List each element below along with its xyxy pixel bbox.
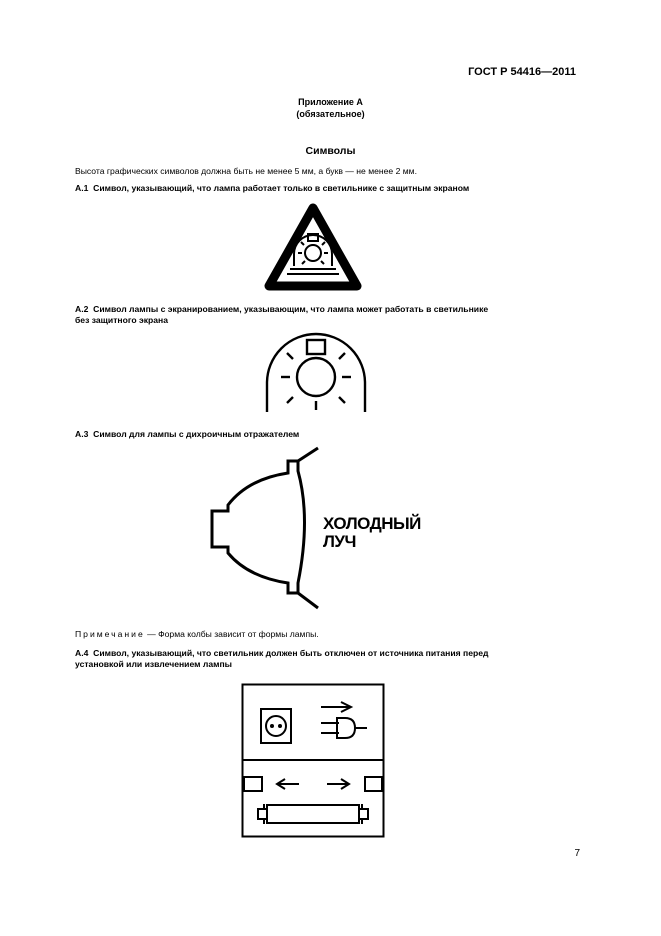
item-a3-text: Символ для лампы с дихроичным отражателем xyxy=(93,429,300,439)
item-a2-number: А.2 xyxy=(75,304,89,314)
symbol-self-shielded-lamp-icon xyxy=(261,331,371,413)
symbol-dichroic-reflector-icon xyxy=(208,443,338,623)
cold-beam-label-line1: ХОЛОДНЫЙ xyxy=(323,514,421,533)
note-text: — Форма колбы зависит от формы лампы. xyxy=(144,629,319,639)
intro-paragraph: Высота графических символов должна быть не менее 5 мм, а букв — не менее 2 мм. xyxy=(75,166,417,176)
note-prefix: Примечание xyxy=(75,629,145,639)
item-a1 xyxy=(75,183,580,194)
item-a4-line1: Символ, указывающий, что светильник должен быть отключен от источника питания перед xyxy=(93,648,489,658)
item-a2-line1: Символ лампы с экранированием, указывающим, что лампа может работать в светильнике xyxy=(93,304,489,314)
item-a4-number: А.4 xyxy=(75,648,89,658)
cold-beam-label-line2: ЛУЧ xyxy=(323,532,356,551)
item-a3 xyxy=(75,429,580,440)
annex-status: (обязательное) xyxy=(296,109,365,119)
annex-title: Приложение А xyxy=(298,97,363,107)
item-a1-text: Символ, указывающий, что лампа работает только в светильнике с защитным экраном xyxy=(93,183,470,193)
item-a4 xyxy=(75,648,580,670)
item-a2 xyxy=(75,304,580,326)
item-a1-number: А.1 xyxy=(75,183,89,193)
cold-beam-label xyxy=(323,515,421,551)
item-a3-number: А.3 xyxy=(75,429,89,439)
page-number: 7 xyxy=(574,848,580,859)
note xyxy=(75,629,580,640)
section-title: Символы xyxy=(305,145,356,157)
item-a4-line2: установкой или извлечением лампы xyxy=(75,659,232,669)
document-standard-number: ГОСТ Р 54416—2011 xyxy=(468,66,576,78)
symbol-shielded-luminaire-icon xyxy=(263,202,363,297)
symbol-disconnect-power-icon xyxy=(241,683,386,839)
item-a2-line2: без защитного экрана xyxy=(75,315,169,325)
